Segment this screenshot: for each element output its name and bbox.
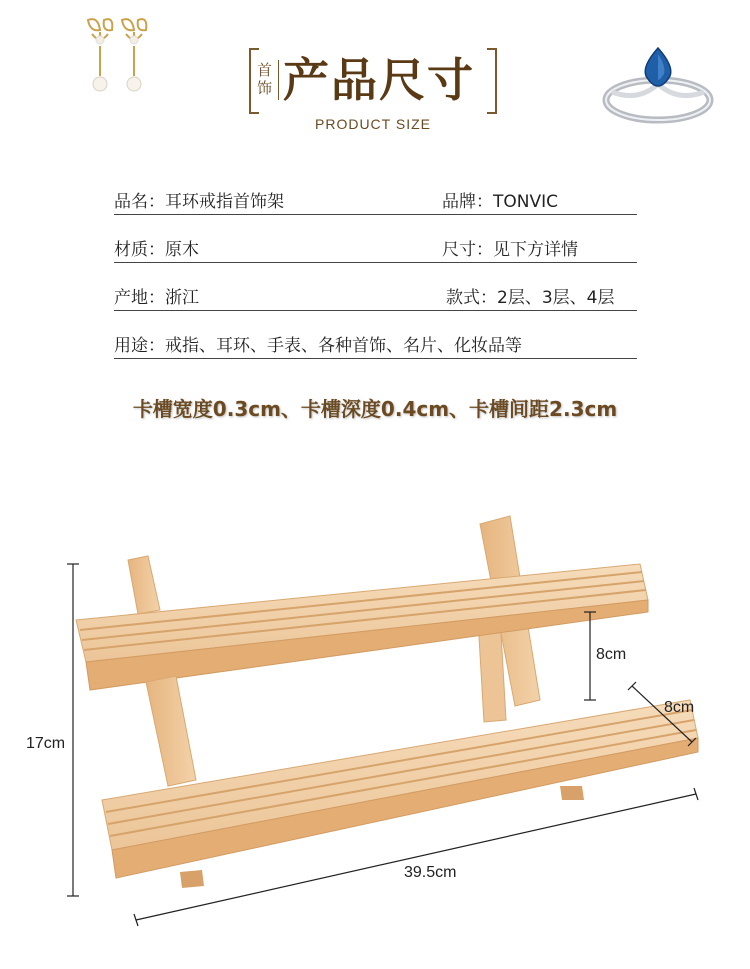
spec-style: 款式：2层、3层、4层 xyxy=(446,288,615,308)
spec-material: 材质：原木 xyxy=(114,240,199,260)
butterfly-pearl-earring-icon xyxy=(78,14,164,100)
wooden-rack-illustration xyxy=(0,500,750,969)
length-dimension-label: 39.5cm xyxy=(404,864,457,881)
rack-post xyxy=(128,556,160,614)
depth-dimension-label: 8cm xyxy=(664,699,695,716)
spec-divider xyxy=(114,310,637,311)
title-frame-right xyxy=(487,48,497,114)
spec-usage: 用途：戒指、耳环、手表、各种首饰、名片、化妆品等 xyxy=(114,336,522,356)
rack-foot xyxy=(560,786,584,800)
spec-origin: 产地：浙江 xyxy=(114,288,199,308)
spec-divider xyxy=(114,262,637,263)
rack-foot xyxy=(180,870,204,888)
spec-size: 尺寸：见下方详情 xyxy=(442,240,578,260)
tier-gap-dimension-label: 8cm xyxy=(596,646,627,663)
page-title xyxy=(249,48,497,110)
height-dimension-label: 17cm xyxy=(26,735,66,752)
rack-post xyxy=(146,676,196,786)
spec-divider xyxy=(114,214,637,215)
title-divider xyxy=(278,60,279,100)
spec-divider xyxy=(114,358,637,359)
spec-name: 品名：耳环戒指首饰架 xyxy=(114,192,284,212)
title-main-label: 产品尺寸 xyxy=(283,53,475,107)
slot-spec-highlight: 卡槽宽度0.3cm、卡槽深度0.4cm、卡槽间距2.3cm xyxy=(132,397,618,421)
blue-gem-ring-icon xyxy=(598,40,718,130)
spec-brand: 品牌：TONVIC xyxy=(442,192,558,212)
title-small-label: 首饰 xyxy=(257,61,273,97)
title-subtitle: PRODUCT SIZE xyxy=(315,116,431,132)
